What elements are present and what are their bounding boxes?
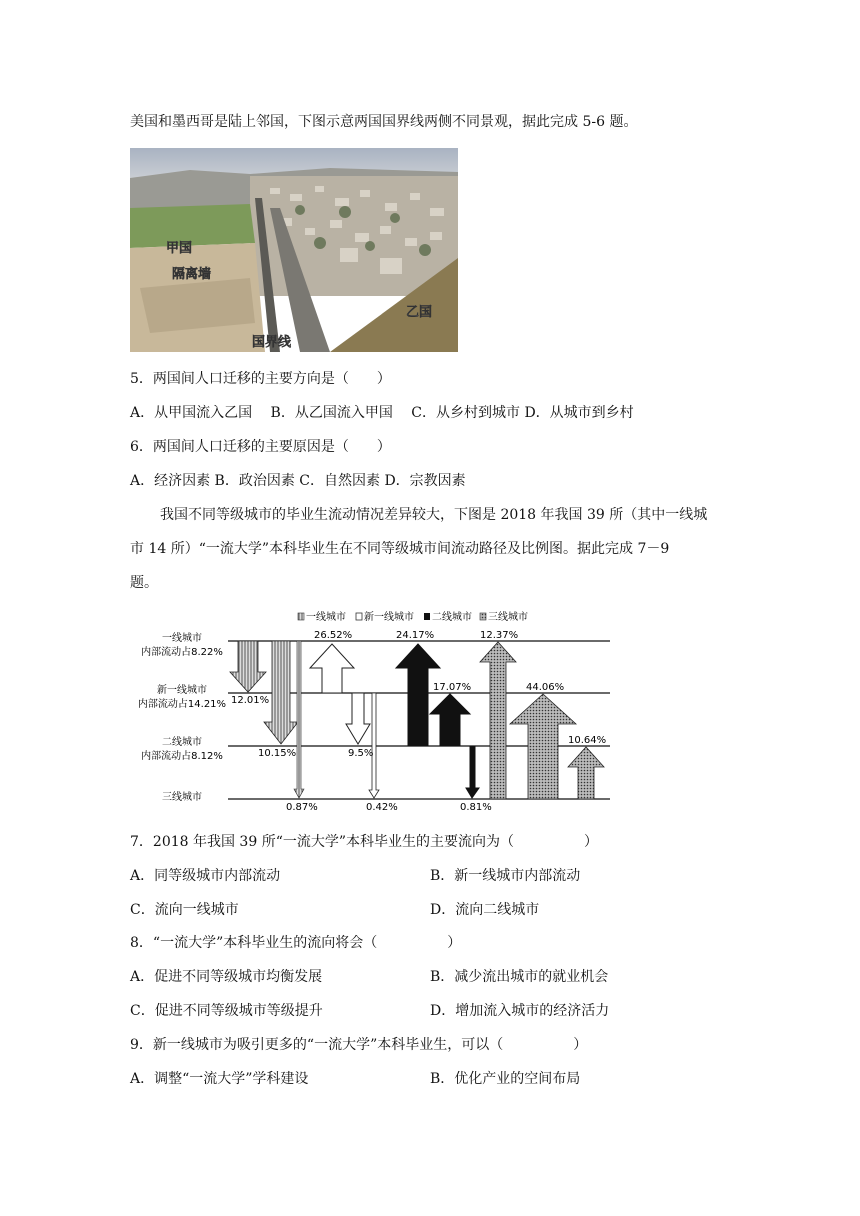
q7-option-c: C．流向一线城市 (130, 902, 239, 918)
flow-label-tier1-to-tier3: 0.87% (286, 802, 318, 813)
q8-option-b: B．减少流出城市的就业机会 (430, 969, 609, 985)
level-new-tier1-name: 新一线城市 (157, 685, 207, 696)
level-tier2-note: 内部流动占8.12% (141, 751, 223, 762)
label-border-line: 国界线 (252, 335, 292, 350)
flow-label-tier3-to-new-tier1: 44.06% (526, 682, 565, 693)
flow-arrow-new-tier1-to-tier2 (346, 693, 370, 744)
q8-option-c: C．促进不同等级城市等级提升 (130, 1003, 323, 1019)
level-new-tier1-note: 内部流动占14.21% (137, 699, 227, 710)
intro-5-6: 美国和墨西哥是陆上邻国，下图示意两国国界线两侧不同景观，据此完成 5-6 题。 (130, 114, 638, 130)
flow-arrow-tier3-to-tier2 (568, 747, 604, 799)
legend-item-new-tier1: 新一线城市 (364, 612, 414, 623)
q9-stem: 9．新一线城市为吸引更多的“一流大学”本科毕业生，可以（ ） (130, 1037, 588, 1053)
q9-option-b: B．优化产业的空间布局 (430, 1071, 581, 1087)
label-isolation-wall: 隔离墙 (172, 267, 212, 282)
flow-label-tier1-to-new-tier1: 12.01% (231, 695, 270, 706)
q6-stem: 6．两国间人口迁移的主要原因是（ ） (130, 439, 391, 455)
flow-label-tier1-to-tier2: 10.15% (258, 748, 297, 759)
flow-arrow-tier1-to-tier3 (294, 641, 304, 798)
label-jia: 甲国 (166, 241, 193, 256)
level-tier2-name: 二线城市 (162, 737, 202, 748)
q8-option-d: D．增加流入城市的经济活力 (430, 1003, 610, 1019)
q7-option-a: A．同等级城市内部流动 (130, 868, 281, 884)
legend-item-tier1: 一线城市 (306, 612, 346, 623)
legend-item-tier2: 二线城市 (432, 612, 472, 623)
q8-stem: 8．“一流大学”本科毕业生的流向将会（ ） (130, 935, 462, 951)
flow-label-tier3-to-tier1: 12.37% (480, 630, 519, 641)
graduate-flow-chart (130, 604, 620, 816)
legend-item-tier3: 三线城市 (488, 612, 528, 623)
flow-arrow-tier2-to-tier3 (466, 746, 479, 798)
label-yi: 乙国 (406, 305, 433, 320)
flow-arrow-tier3-to-tier1 (480, 642, 516, 799)
flow-arrow-tier2-to-new-tier1 (430, 694, 470, 746)
flow-label-tier2-to-new-tier1: 17.07% (433, 682, 472, 693)
q9-option-a: A．调整“一流大学”学科建设 (130, 1071, 309, 1087)
flow-label-tier2-to-tier3: 0.81% (460, 802, 492, 813)
intro-7-9-line1: 我国不同等级城市的毕业生流动情况差异较大，下图是 2018 年我国 39 所（其中一线城 (160, 507, 708, 523)
intro-7-9-line2: 市 14 所）“一流大学”本科毕业生在不同等级城市间流动路径及比例图。据此完成 7－9 (130, 541, 670, 557)
intro-7-9-line3: 题。 (130, 575, 158, 591)
q5-options: A．从甲国流入乙国 B．从乙国流入甲国 C．从乡村到城市 D．从城市到乡村 (130, 405, 634, 421)
flow-label-new-tier1-to-tier3: 0.42% (366, 802, 398, 813)
q8-option-a: A．促进不同等级城市均衡发展 (130, 969, 323, 985)
flow-arrow-tier1-to-new-tier1 (230, 641, 266, 692)
q7-option-b: B．新一线城市内部流动 (430, 868, 581, 884)
border-landscape-photo (130, 148, 458, 352)
flow-label-tier2-to-tier1: 24.17% (396, 630, 435, 641)
flow-label-new-tier1-to-tier1: 26.52% (314, 630, 353, 641)
q6-options: A．经济因素 B．政治因素 C．自然因素 D．宗教因素 (130, 473, 466, 489)
level-tier3-name: 三线城市 (162, 792, 202, 803)
flow-arrow-new-tier1-to-tier1 (310, 644, 354, 693)
q7-option-d: D．流向二线城市 (430, 902, 540, 918)
flow-label-new-tier1-to-tier2: 9.5% (348, 748, 374, 759)
flow-arrow-tier2-to-tier1 (396, 644, 440, 746)
q5-stem: 5．两国间人口迁移的主要方向是（ ） (130, 371, 391, 387)
chart-legend (298, 610, 528, 623)
q7-stem: 7．2018 年我国 39 所“一流大学”本科毕业生的主要流向为（ ） (130, 834, 599, 850)
flow-label-tier3-to-tier2: 10.64% (568, 735, 607, 746)
level-tier1-note: 内部流动占8.22% (141, 647, 223, 658)
level-tier1-name: 一线城市 (162, 633, 202, 644)
